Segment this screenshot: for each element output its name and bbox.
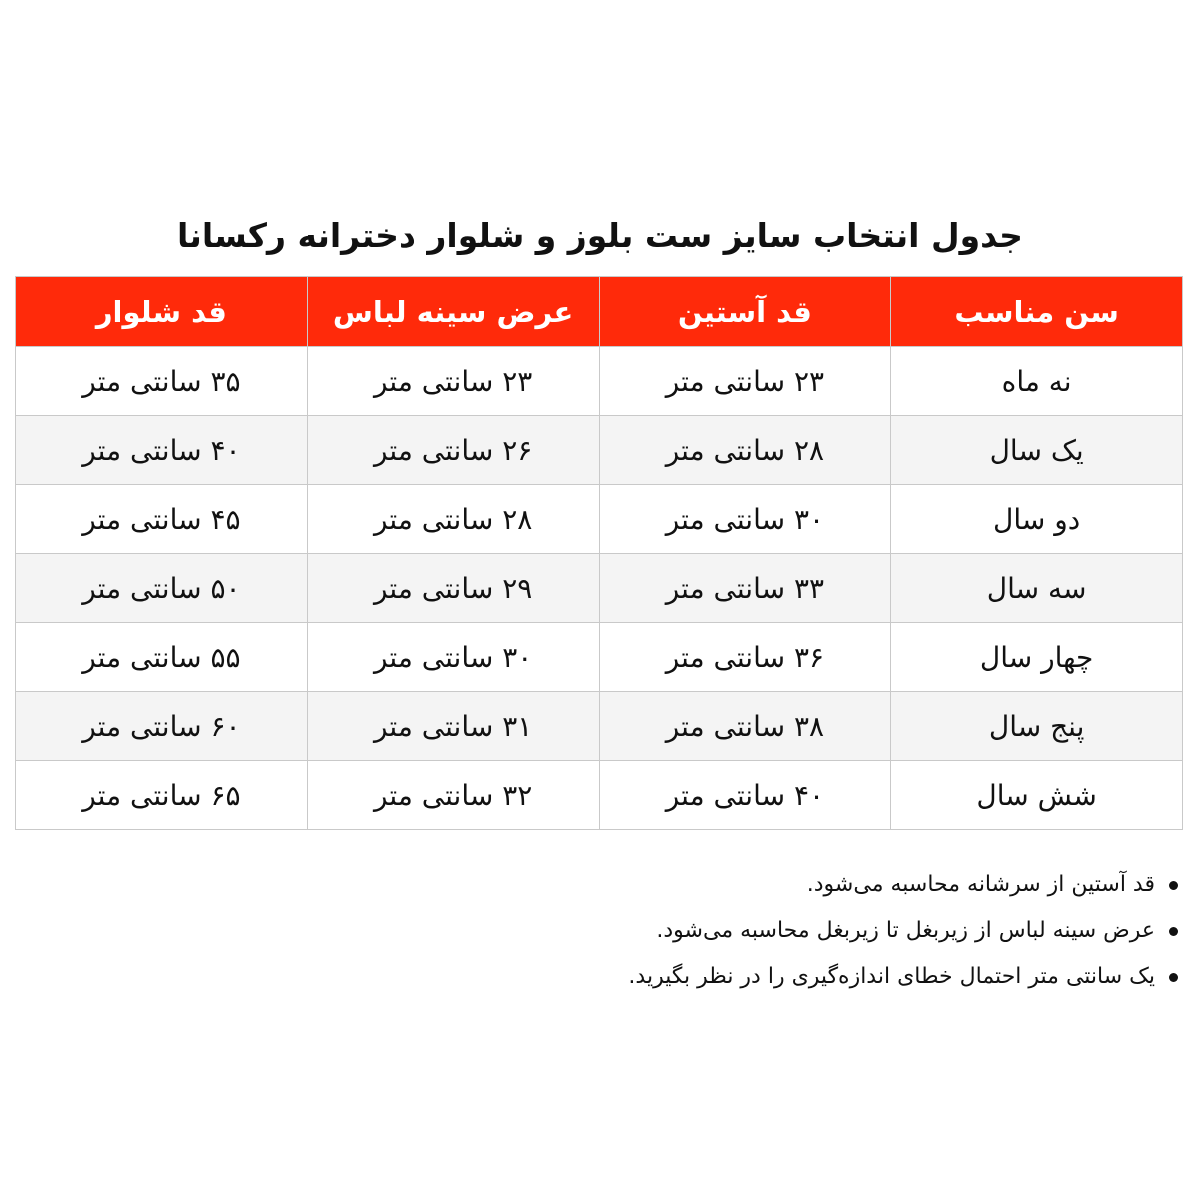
table-row [16,554,1183,623]
table-row [16,416,1183,485]
cell-chest-width: ۲۸ سانتی متر [307,485,599,554]
cell-pants-length: ۶۰ سانتی متر [16,692,308,761]
cell-pants-length: ۵۰ سانتی متر [16,554,308,623]
note-text: یک سانتی متر احتمال خطای اندازه‌گیری را در نظر بگیرید. [628,964,1155,989]
note-item [178,908,1178,954]
table-row [16,623,1183,692]
note-item [178,954,1178,1000]
cell-pants-length: ۵۵ سانتی متر [16,623,308,692]
cell-age: دو سال [891,485,1183,554]
size-table [15,276,1183,830]
table-row [16,485,1183,554]
header-age: سن مناسب [891,277,1183,347]
cell-pants-length: ۳۵ سانتی متر [16,347,308,416]
cell-chest-width: ۳۱ سانتی متر [307,692,599,761]
cell-age: سه سال [891,554,1183,623]
cell-sleeve-length: ۳۶ سانتی متر [599,623,891,692]
cell-pants-length: ۴۵ سانتی متر [16,485,308,554]
note-text: عرض سینه لباس از زیربغل تا زیربغل محاسبه می‌شود. [656,918,1155,943]
table-row [16,692,1183,761]
header-sleeve-length: قد آستین [599,277,891,347]
note-text: قد آستین از سرشانه محاسبه می‌شود. [806,872,1155,897]
cell-chest-width: ۲۳ سانتی متر [307,347,599,416]
cell-sleeve-length: ۲۸ سانتی متر [599,416,891,485]
cell-pants-length: ۴۰ سانتی متر [16,416,308,485]
cell-sleeve-length: ۳۸ سانتی متر [599,692,891,761]
bullet-icon [1169,881,1178,890]
cell-chest-width: ۲۹ سانتی متر [307,554,599,623]
cell-age: شش سال [891,761,1183,830]
table-row [16,761,1183,830]
cell-chest-width: ۲۶ سانتی متر [307,416,599,485]
cell-age: نه ماه [891,347,1183,416]
page-title: جدول انتخاب سایز ست بلوز و شلوار دخترانه رکسانا [177,216,1023,255]
header-row [16,277,1183,347]
table-header [16,277,1183,347]
table-body [16,347,1183,830]
cell-pants-length: ۶۵ سانتی متر [16,761,308,830]
cell-age: پنج سال [891,692,1183,761]
notes-list [178,862,1178,1000]
cell-sleeve-length: ۳۰ سانتی متر [599,485,891,554]
header-chest-width: عرض سینه لباس [307,277,599,347]
cell-chest-width: ۳۲ سانتی متر [307,761,599,830]
cell-sleeve-length: ۴۰ سانتی متر [599,761,891,830]
cell-sleeve-length: ۲۳ سانتی متر [599,347,891,416]
bullet-icon [1169,927,1178,936]
bullet-icon [1169,973,1178,982]
cell-sleeve-length: ۳۳ سانتی متر [599,554,891,623]
cell-age: چهار سال [891,623,1183,692]
cell-chest-width: ۳۰ سانتی متر [307,623,599,692]
header-pants-length: قد شلوار [16,277,308,347]
table-row [16,347,1183,416]
cell-age: یک سال [891,416,1183,485]
note-item [178,862,1178,908]
